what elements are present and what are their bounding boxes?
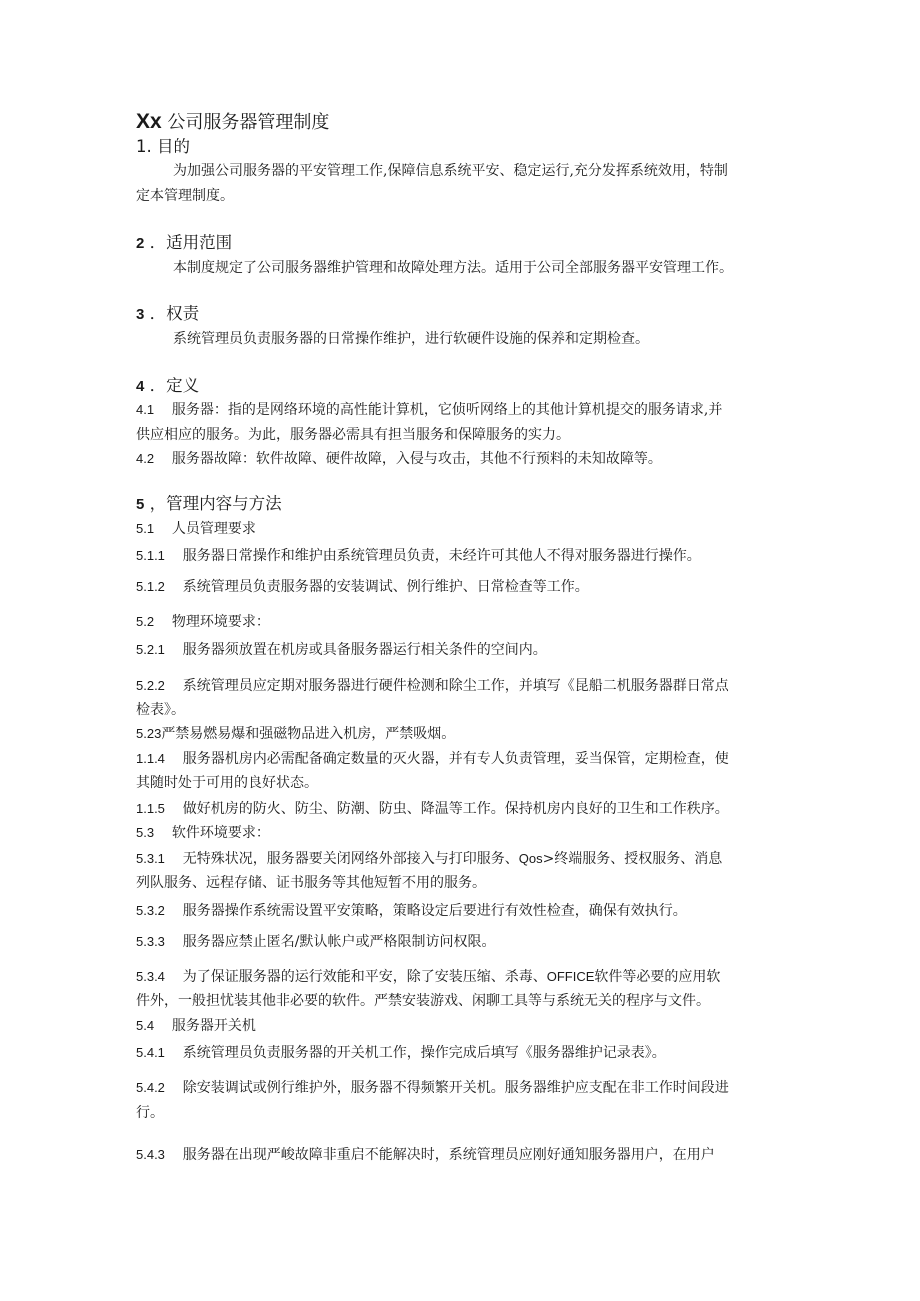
section-1-paragraph-line-1: 为加强公司服务器的平安管理工作,保障信息系统平安、稳定运行,充分发挥系统效用，特制 bbox=[173, 163, 728, 179]
item-5-2-1: 5.2.1 服务器须放置在机房或具备服务器运行相关条件的空间内。 bbox=[136, 642, 547, 658]
section-2-heading bbox=[136, 232, 232, 255]
item-1-1-4-continued: 其随时处于可用的良好状态。 bbox=[136, 775, 318, 791]
item-5-3: 5.3 软件环境要求： bbox=[136, 825, 270, 841]
section-3-heading bbox=[136, 303, 199, 326]
item-5-2-2: 5.2.2 系统管理员应定期对服务器进行硬件检测和除尘工作，并填写《昆船二机服务器群日常点 bbox=[136, 678, 729, 694]
section-3-number: 3 bbox=[136, 306, 145, 323]
section-5-heading bbox=[136, 493, 282, 516]
section-2-paragraph: 本制度规定了公司服务器维护管理和故障处理方法。适用于公司全部服务器平安管理工作。 bbox=[173, 260, 733, 276]
document-title bbox=[136, 110, 329, 135]
item-5-2: 5.2 物理环境要求： bbox=[136, 614, 270, 630]
section-1-paragraph-line-2: 定本管理制度。 bbox=[136, 188, 234, 204]
section-2-number: 2 bbox=[136, 235, 145, 252]
item-5-1-2: 5.1.2 系统管理员负责服务器的安装调试、例行维护、日常检查等工作。 bbox=[136, 579, 589, 595]
item-5-1-1: 5.1.1 服务器日常操作和维护由系统管理员负责，未经许可其他人不得对服务器进行操作。 bbox=[136, 548, 701, 564]
item-5-3-2: 5.3.2 服务器操作系统需设置平安策略，策略设定后要进行有效性检查，确保有效执行。 bbox=[136, 903, 687, 919]
item-4-1: 4.1 服务器：指的是网络环境的高性能计算机，它侦听网络上的其他计算机提交的服务请求,并 bbox=[136, 402, 723, 418]
section-2-title: ．适用范围 bbox=[149, 233, 233, 252]
item-5-4: 5.4 服务器开关机 bbox=[136, 1018, 256, 1034]
item-5-3-3: 5.3.3 服务器应禁止匿名/默认帐户或严格限制访问权限。 bbox=[136, 934, 496, 950]
item-4-1-continued: 供应相应的服务。为此，服务器必需具有担当服务和保障服务的实力。 bbox=[136, 427, 570, 443]
section-3-paragraph: 系统管理员负责服务器的日常操作维护，进行软硬件设施的保养和定期检查。 bbox=[173, 331, 649, 347]
item-5-3-1-continued: 列队服务、远程存储、证书服务等其他短暂不用的服务。 bbox=[136, 875, 486, 891]
item-5-2-2-continued: 检表》。 bbox=[136, 702, 185, 718]
item-5-3-1: 5.3.1 无特殊状况，服务器要关闭网络外部接入与打印服务、Qos>终端服务、授权服务、消息 bbox=[136, 851, 723, 867]
item-5-2-3: 5.23严禁易燃易爆和强磁物品进入机房，严禁吸烟。 bbox=[136, 726, 456, 742]
section-4-heading bbox=[136, 375, 199, 398]
item-5-4-3: 5.4.3 服务器在出现严峻故障非重启不能解决时，系统管理员应刚好通知服务器用户，在用户 bbox=[136, 1147, 715, 1163]
item-5-4-2: 5.4.2 除安装调试或例行维护外，服务器不得频繁开关机。服务器维护应支配在非工作时间段进 bbox=[136, 1080, 729, 1096]
section-3-title: ．权责 bbox=[149, 304, 200, 323]
item-5-3-4: 5.3.4 为了保证服务器的运行效能和平安，除了安装压缩、杀毒、OFFICE软件等必要的应用软 bbox=[136, 969, 721, 985]
section-1-heading: 1. 目的 bbox=[136, 137, 190, 156]
item-4-2: 4.2 服务器故障：软件故障、硬件故障，入侵与攻击，其他不行预料的未知故障等。 bbox=[136, 451, 662, 467]
section-4-number: 4 bbox=[136, 378, 145, 395]
section-4-title: ．定义 bbox=[149, 376, 200, 395]
item-5-4-1: 5.4.1 系统管理员负责服务器的开关机工作，操作完成后填写《服务器维护记录表》。 bbox=[136, 1045, 666, 1061]
title-prefix: Xx bbox=[136, 110, 162, 133]
item-1-1-4: 1.1.4 服务器机房内必需配备确定数量的灭火器，并有专人负责管理，妥当保管，定期检查，使 bbox=[136, 751, 729, 767]
item-5-3-4-continued: 件外，一般担忧装其他非必要的软件。严禁安装游戏、闲聊工具等与系统无关的程序与文件。 bbox=[136, 993, 710, 1009]
section-5-number: 5 bbox=[136, 496, 145, 513]
item-5-4-2-continued: 行。 bbox=[136, 1105, 164, 1121]
section-5-title: ，管理内容与方法 bbox=[149, 494, 282, 513]
item-1-1-5: 1.1.5 做好机房的防火、防尘、防潮、防虫、降温等工作。保持机房内良好的卫生和工作秩序。 bbox=[136, 801, 729, 817]
title-text: 公司服务器管理制度 bbox=[167, 112, 330, 133]
item-5-1: 5.1 人员管理要求 bbox=[136, 521, 256, 537]
